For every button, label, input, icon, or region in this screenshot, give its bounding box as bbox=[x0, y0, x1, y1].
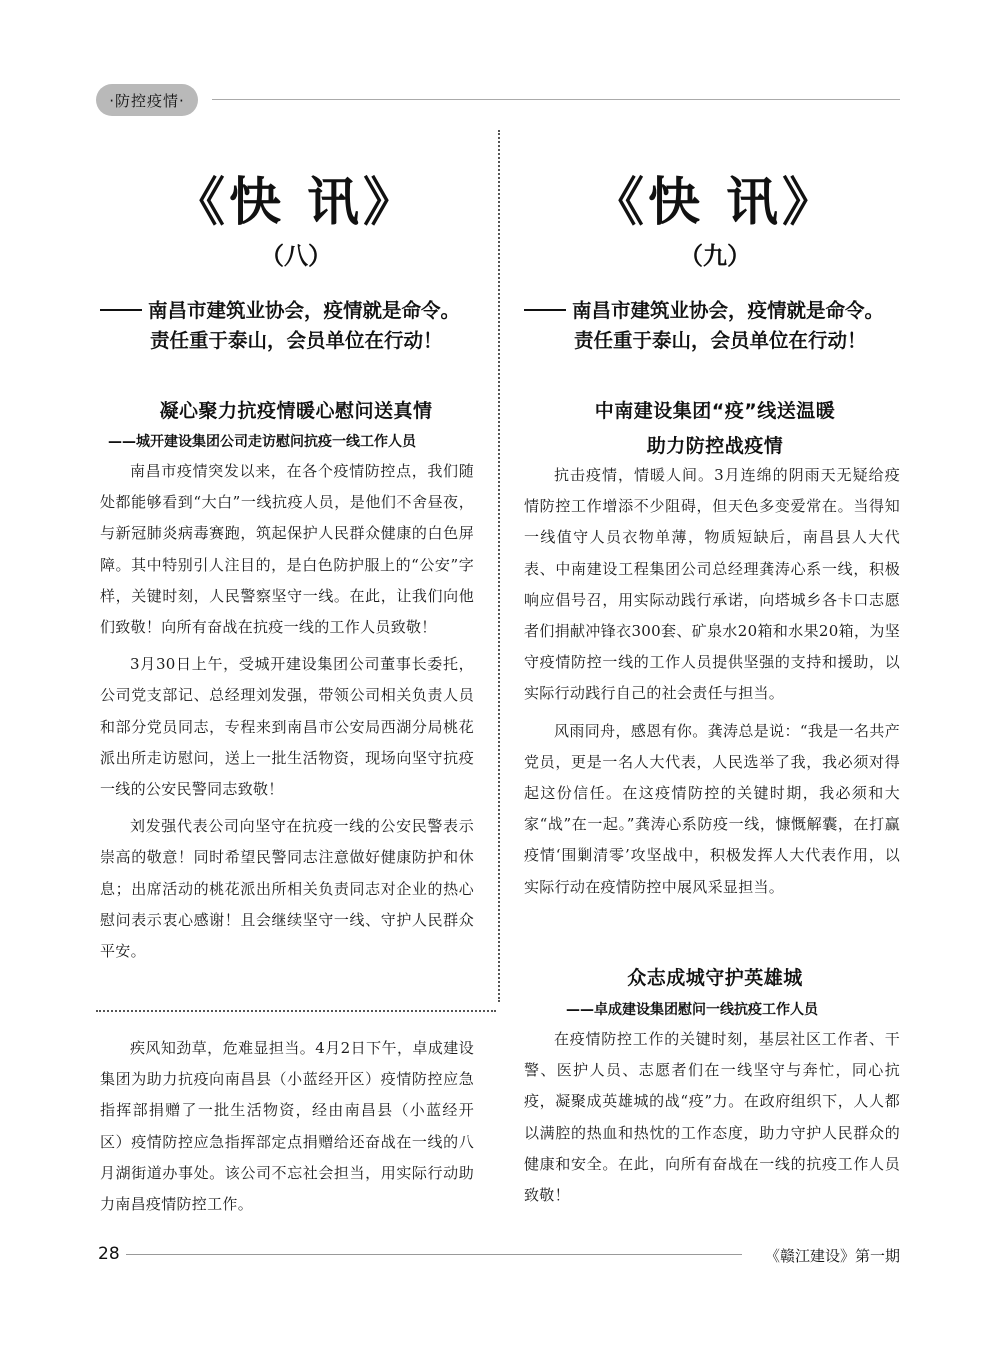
left-tagline bbox=[100, 296, 460, 356]
right-tagline-line1: 南昌市建筑业协会，疫情就是命令。 bbox=[572, 299, 885, 322]
paragraph: 在疫情防控工作的关键时刻，基层社区工作者、干警、医护人员、志愿者们在一线坚守与奔忙，同心抗疫，凝聚成英雄城的战“疫”力。在政府组织下，人人都以满腔的热血和热忱的工作态度，助力守护人民群众的健康和安全。在此，向所有奋战在一线的抗疫工作人员致敬！ bbox=[524, 1030, 900, 1205]
paragraph: 风雨同舟，感恩有你。龚涛总是说：“我是一名共产党员，更是一名人大代表，人民选举了我，我必须对得起这份信任。在这疫情防控的关键时期，我必须和大家“战”在一起。”龚涛心系防疫一线，慷慨解囊，在打赢疫情‘围剿清零’攻坚战中，积极发挥人大代表作用，以实际行动在疫情防控中展风采显担当。 bbox=[524, 721, 900, 896]
footer-rule bbox=[126, 1254, 742, 1255]
paragraph: 疾风知劲草，危难显担当。4月2日下午，卓成建设集团为助力抗疫向南昌县（小蓝经开区）疫情防控应急指挥部捐赠了一批生活物资，经由南昌县（小蓝经开区）疫情防控应急指挥部定点捐赠给还奋战在一线的八月湖街道办事处。该公司不忘社会担当，用实际行动助力南昌疫情防控工作。 bbox=[100, 1039, 474, 1214]
right-tagline-line2: 责任重于泰山，会员单位在行动！ bbox=[574, 329, 867, 352]
paragraph: 抗击疫情，情暖人间。3月连绵的阴雨天无疑给疫情防控工作增添不少阻碍，但天色多变爱常在。当得知一线值守人员衣物单薄，物质短缺后，南昌县人大代表、中南建设工程集团公司总经理龚涛心系一线，积极响应倡号召，用实际动践行承诺，向塔城乡各卡口志愿者们捐献冲锋衣300套、矿泉水20箱和水果20箱，为坚守疫情防控一线的工作人员提供坚强的支持和援助，以实际行动践行自己的社会责任与担当。 bbox=[524, 466, 900, 703]
right-issue: （九） bbox=[679, 242, 751, 270]
right-article1-title-line1: 中南建设集团“疫”线送温暖 bbox=[594, 400, 836, 422]
left-bottom-body bbox=[100, 1033, 474, 1226]
right-title: 《快 讯》 bbox=[591, 173, 839, 233]
tagline-dash bbox=[100, 309, 142, 311]
right-article2-title: 众志成城守护英雄城 bbox=[627, 967, 803, 989]
paragraph: 南昌市疫情突发以来，在各个疫情防控点，我们随处都能够看到“大白”一线抗疫人员，是他们不舍昼夜，与新冠肺炎病毒赛跑，筑起保护人民群众健康的白色屏障。其中特别引人注目的，是白色防护服上的“公安”字样，关键时刻，人民警察坚守一线。在此，让我们向他们致敬！向所有奋战在抗疫一线的工作人员致敬！ bbox=[100, 462, 474, 637]
right-tagline bbox=[524, 296, 884, 356]
left-title: 《快 讯》 bbox=[172, 173, 420, 233]
left-article-body bbox=[100, 456, 474, 973]
paragraph: 刘发强代表公司向坚守在抗疫一线的公安民警表示崇高的敬意！同时希望民警同志注意做好健康防护和休息；出席活动的桃花派出所相关负责同志对企业的热心慰问表示衷心感谢！且会继续坚守一线、守护人民群众平安。 bbox=[100, 817, 474, 961]
right-article1-body bbox=[524, 460, 900, 909]
left-tagline-line1: 南昌市建筑业协会，疫情就是命令。 bbox=[148, 299, 461, 322]
magazine-name: 《赣江建设》第一期 bbox=[764, 1247, 900, 1265]
right-article1-title-line2: 助力防控战疫情 bbox=[646, 435, 784, 457]
paragraph: 3月30日上午，受城开建设集团公司董事长委托，公司党支部记、总经理刘发强，带领公司相关负责人员和部分党员同志，专程来到南昌市公安局西湖分局桃花派出所走访慰问，送上一批生活物资，现场向坚守抗疫一线的公安民警同志致敬！ bbox=[100, 655, 474, 799]
left-article-title: 凝心聚力抗疫情暖心慰问送真情 bbox=[159, 400, 433, 422]
header-rule bbox=[212, 99, 900, 100]
tagline-dash bbox=[524, 309, 566, 311]
left-tagline-line2: 责任重于泰山，会员单位在行动！ bbox=[150, 329, 443, 352]
box-bottom-border bbox=[96, 1010, 496, 1012]
left-article-subtitle: ——城开建设集团公司走访慰问抗疫一线工作人员 bbox=[108, 434, 416, 450]
left-issue: （八） bbox=[260, 242, 332, 270]
right-article2-subtitle: ——卓成建设集团慰问一线抗疫工作人员 bbox=[566, 1002, 818, 1018]
section-label: ·防控疫情· bbox=[96, 84, 198, 116]
column-divider bbox=[498, 130, 500, 1002]
right-article2-body bbox=[524, 1024, 900, 1217]
page-number: 28 bbox=[98, 1244, 120, 1264]
